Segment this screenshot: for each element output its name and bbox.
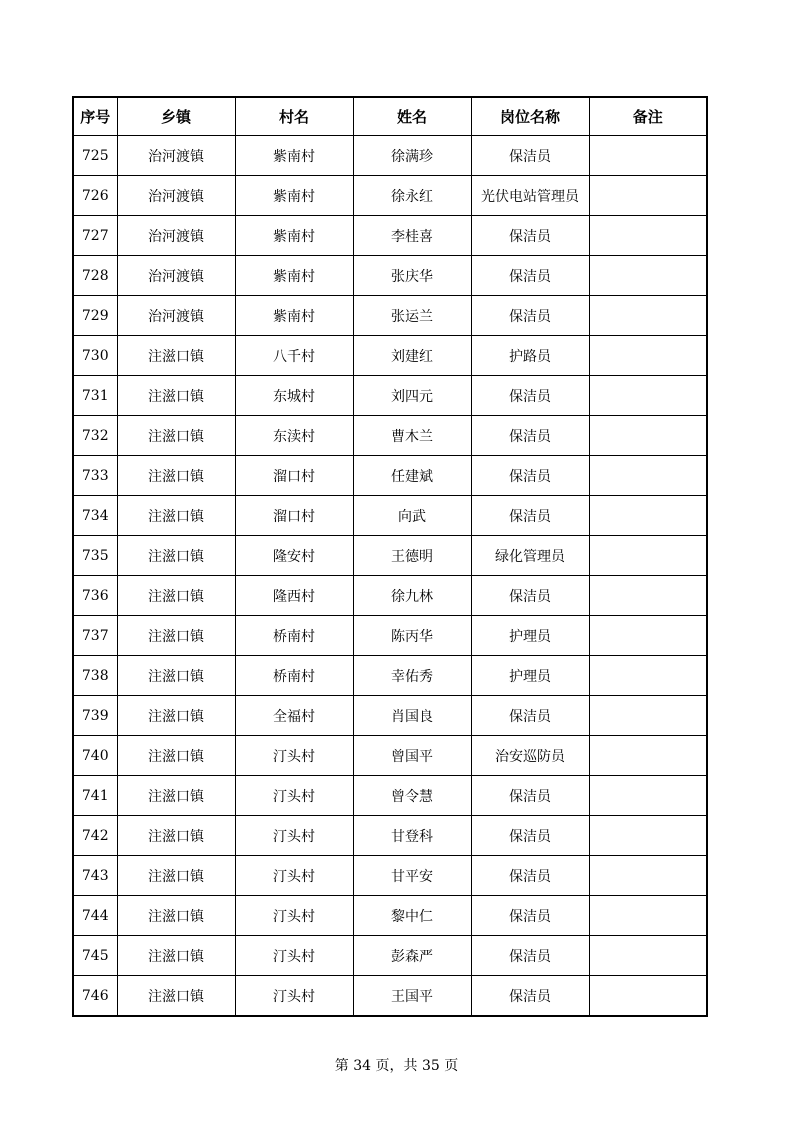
cell-township: 治河渡镇 — [117, 176, 235, 216]
table-row — [73, 696, 707, 736]
cell-position: 护理员 — [471, 616, 589, 656]
header-village: 村名 — [235, 97, 353, 136]
cell-township: 治河渡镇 — [117, 296, 235, 336]
cell-position: 保洁员 — [471, 576, 589, 616]
cell-position: 保洁员 — [471, 496, 589, 536]
table-row — [73, 936, 707, 976]
cell-name: 幸佑秀 — [353, 656, 471, 696]
cell-position: 保洁员 — [471, 376, 589, 416]
cell-township: 治河渡镇 — [117, 216, 235, 256]
cell-remarks — [589, 416, 707, 456]
cell-index: 736 — [73, 576, 117, 616]
cell-remarks — [589, 136, 707, 176]
cell-position: 保洁员 — [471, 936, 589, 976]
table-row — [73, 136, 707, 176]
cell-remarks — [589, 936, 707, 976]
cell-index: 725 — [73, 136, 117, 176]
cell-remarks — [589, 816, 707, 856]
page-middle: 页，共 — [375, 1058, 418, 1074]
cell-name: 甘登科 — [353, 816, 471, 856]
cell-name: 王国平 — [353, 976, 471, 1017]
table-row — [73, 296, 707, 336]
cell-township: 注滋口镇 — [117, 936, 235, 976]
cell-name: 曾令慧 — [353, 776, 471, 816]
cell-township: 注滋口镇 — [117, 376, 235, 416]
header-remarks: 备注 — [589, 97, 707, 136]
cell-village: 汀头村 — [235, 736, 353, 776]
cell-index: 743 — [73, 856, 117, 896]
cell-village: 隆西村 — [235, 576, 353, 616]
cell-village: 汀头村 — [235, 896, 353, 936]
cell-township: 注滋口镇 — [117, 856, 235, 896]
cell-township: 注滋口镇 — [117, 536, 235, 576]
cell-name: 黎中仁 — [353, 896, 471, 936]
cell-name: 向武 — [353, 496, 471, 536]
roster-table — [72, 96, 708, 1017]
cell-name: 张运兰 — [353, 296, 471, 336]
cell-remarks — [589, 176, 707, 216]
cell-remarks — [589, 256, 707, 296]
cell-name: 甘平安 — [353, 856, 471, 896]
table-body — [73, 136, 707, 1017]
cell-township: 注滋口镇 — [117, 576, 235, 616]
cell-township: 注滋口镇 — [117, 616, 235, 656]
cell-name: 徐永红 — [353, 176, 471, 216]
cell-index: 734 — [73, 496, 117, 536]
cell-township: 注滋口镇 — [117, 456, 235, 496]
cell-name: 肖国良 — [353, 696, 471, 736]
header-position: 岗位名称 — [471, 97, 589, 136]
cell-name: 张庆华 — [353, 256, 471, 296]
cell-village: 紫南村 — [235, 296, 353, 336]
cell-index: 741 — [73, 776, 117, 816]
cell-position: 保洁员 — [471, 896, 589, 936]
cell-village: 东城村 — [235, 376, 353, 416]
cell-village: 紫南村 — [235, 256, 353, 296]
table-row — [73, 776, 707, 816]
cell-township: 注滋口镇 — [117, 656, 235, 696]
cell-village: 紫南村 — [235, 136, 353, 176]
cell-position: 保洁员 — [471, 216, 589, 256]
cell-remarks — [589, 296, 707, 336]
cell-village: 汀头村 — [235, 976, 353, 1017]
cell-index: 735 — [73, 536, 117, 576]
cell-village: 汀头村 — [235, 936, 353, 976]
cell-name: 徐九林 — [353, 576, 471, 616]
cell-remarks — [589, 896, 707, 936]
cell-township: 注滋口镇 — [117, 696, 235, 736]
cell-name: 曹木兰 — [353, 416, 471, 456]
table-row — [73, 656, 707, 696]
table-row — [73, 376, 707, 416]
cell-remarks — [589, 216, 707, 256]
cell-remarks — [589, 656, 707, 696]
table-row — [73, 616, 707, 656]
cell-township: 注滋口镇 — [117, 896, 235, 936]
cell-index: 729 — [73, 296, 117, 336]
table-row — [73, 856, 707, 896]
cell-remarks — [589, 976, 707, 1017]
page-suffix: 页 — [444, 1058, 459, 1074]
cell-index: 737 — [73, 616, 117, 656]
cell-name: 彭森严 — [353, 936, 471, 976]
cell-remarks — [589, 696, 707, 736]
cell-township: 注滋口镇 — [117, 496, 235, 536]
cell-village: 紫南村 — [235, 176, 353, 216]
cell-position: 护路员 — [471, 336, 589, 376]
cell-position: 护理员 — [471, 656, 589, 696]
cell-remarks — [589, 496, 707, 536]
cell-position: 保洁员 — [471, 856, 589, 896]
table-row — [73, 336, 707, 376]
cell-township: 注滋口镇 — [117, 336, 235, 376]
cell-index: 732 — [73, 416, 117, 456]
cell-name: 陈丙华 — [353, 616, 471, 656]
table-row — [73, 256, 707, 296]
cell-position: 保洁员 — [471, 256, 589, 296]
table-row — [73, 456, 707, 496]
table-row — [73, 416, 707, 456]
cell-remarks — [589, 456, 707, 496]
cell-village: 桥南村 — [235, 616, 353, 656]
table-row — [73, 976, 707, 1017]
cell-name: 徐满珍 — [353, 136, 471, 176]
cell-village: 溜口村 — [235, 496, 353, 536]
cell-index: 744 — [73, 896, 117, 936]
cell-remarks — [589, 376, 707, 416]
cell-position: 保洁员 — [471, 976, 589, 1017]
cell-township: 注滋口镇 — [117, 976, 235, 1017]
cell-village: 汀头村 — [235, 816, 353, 856]
cell-index: 745 — [73, 936, 117, 976]
header-name: 姓名 — [353, 97, 471, 136]
cell-name: 刘四元 — [353, 376, 471, 416]
cell-name: 王德明 — [353, 536, 471, 576]
cell-index: 740 — [73, 736, 117, 776]
cell-index: 746 — [73, 976, 117, 1017]
cell-village: 全福村 — [235, 696, 353, 736]
cell-name: 李桂喜 — [353, 216, 471, 256]
table-row — [73, 896, 707, 936]
cell-village: 汀头村 — [235, 856, 353, 896]
cell-remarks — [589, 736, 707, 776]
cell-index: 739 — [73, 696, 117, 736]
header-index: 序号 — [73, 97, 117, 136]
cell-remarks — [589, 336, 707, 376]
page-footer — [0, 1055, 793, 1075]
cell-position: 绿化管理员 — [471, 536, 589, 576]
cell-index: 730 — [73, 336, 117, 376]
cell-position: 保洁员 — [471, 816, 589, 856]
cell-township: 注滋口镇 — [117, 416, 235, 456]
page-current: 34 — [353, 1058, 372, 1074]
table-row — [73, 736, 707, 776]
cell-index: 738 — [73, 656, 117, 696]
cell-position: 治安巡防员 — [471, 736, 589, 776]
table-header — [73, 97, 707, 136]
cell-position: 光伏电站管理员 — [471, 176, 589, 216]
cell-village: 汀头村 — [235, 776, 353, 816]
cell-name: 任建斌 — [353, 456, 471, 496]
cell-remarks — [589, 536, 707, 576]
cell-village: 紫南村 — [235, 216, 353, 256]
table-row — [73, 496, 707, 536]
cell-index: 726 — [73, 176, 117, 216]
table-row — [73, 536, 707, 576]
cell-township: 注滋口镇 — [117, 816, 235, 856]
header-row — [73, 97, 707, 136]
cell-position: 保洁员 — [471, 776, 589, 816]
cell-position: 保洁员 — [471, 696, 589, 736]
cell-remarks — [589, 616, 707, 656]
cell-village: 东渎村 — [235, 416, 353, 456]
cell-township: 注滋口镇 — [117, 776, 235, 816]
cell-index: 731 — [73, 376, 117, 416]
cell-township: 注滋口镇 — [117, 736, 235, 776]
page-total: 35 — [421, 1058, 440, 1074]
cell-remarks — [589, 856, 707, 896]
cell-remarks — [589, 776, 707, 816]
cell-village: 隆安村 — [235, 536, 353, 576]
cell-name: 曾国平 — [353, 736, 471, 776]
cell-village: 桥南村 — [235, 656, 353, 696]
cell-position: 保洁员 — [471, 456, 589, 496]
cell-township: 治河渡镇 — [117, 136, 235, 176]
header-township: 乡镇 — [117, 97, 235, 136]
cell-village: 溜口村 — [235, 456, 353, 496]
cell-position: 保洁员 — [471, 416, 589, 456]
cell-name: 刘建红 — [353, 336, 471, 376]
table-row — [73, 816, 707, 856]
cell-township: 治河渡镇 — [117, 256, 235, 296]
cell-index: 733 — [73, 456, 117, 496]
table-row — [73, 176, 707, 216]
cell-index: 728 — [73, 256, 117, 296]
cell-remarks — [589, 576, 707, 616]
page-prefix: 第 — [334, 1058, 349, 1074]
cell-index: 727 — [73, 216, 117, 256]
cell-position: 保洁员 — [471, 136, 589, 176]
cell-village: 八千村 — [235, 336, 353, 376]
table-row — [73, 216, 707, 256]
cell-position: 保洁员 — [471, 296, 589, 336]
cell-index: 742 — [73, 816, 117, 856]
table-row — [73, 576, 707, 616]
